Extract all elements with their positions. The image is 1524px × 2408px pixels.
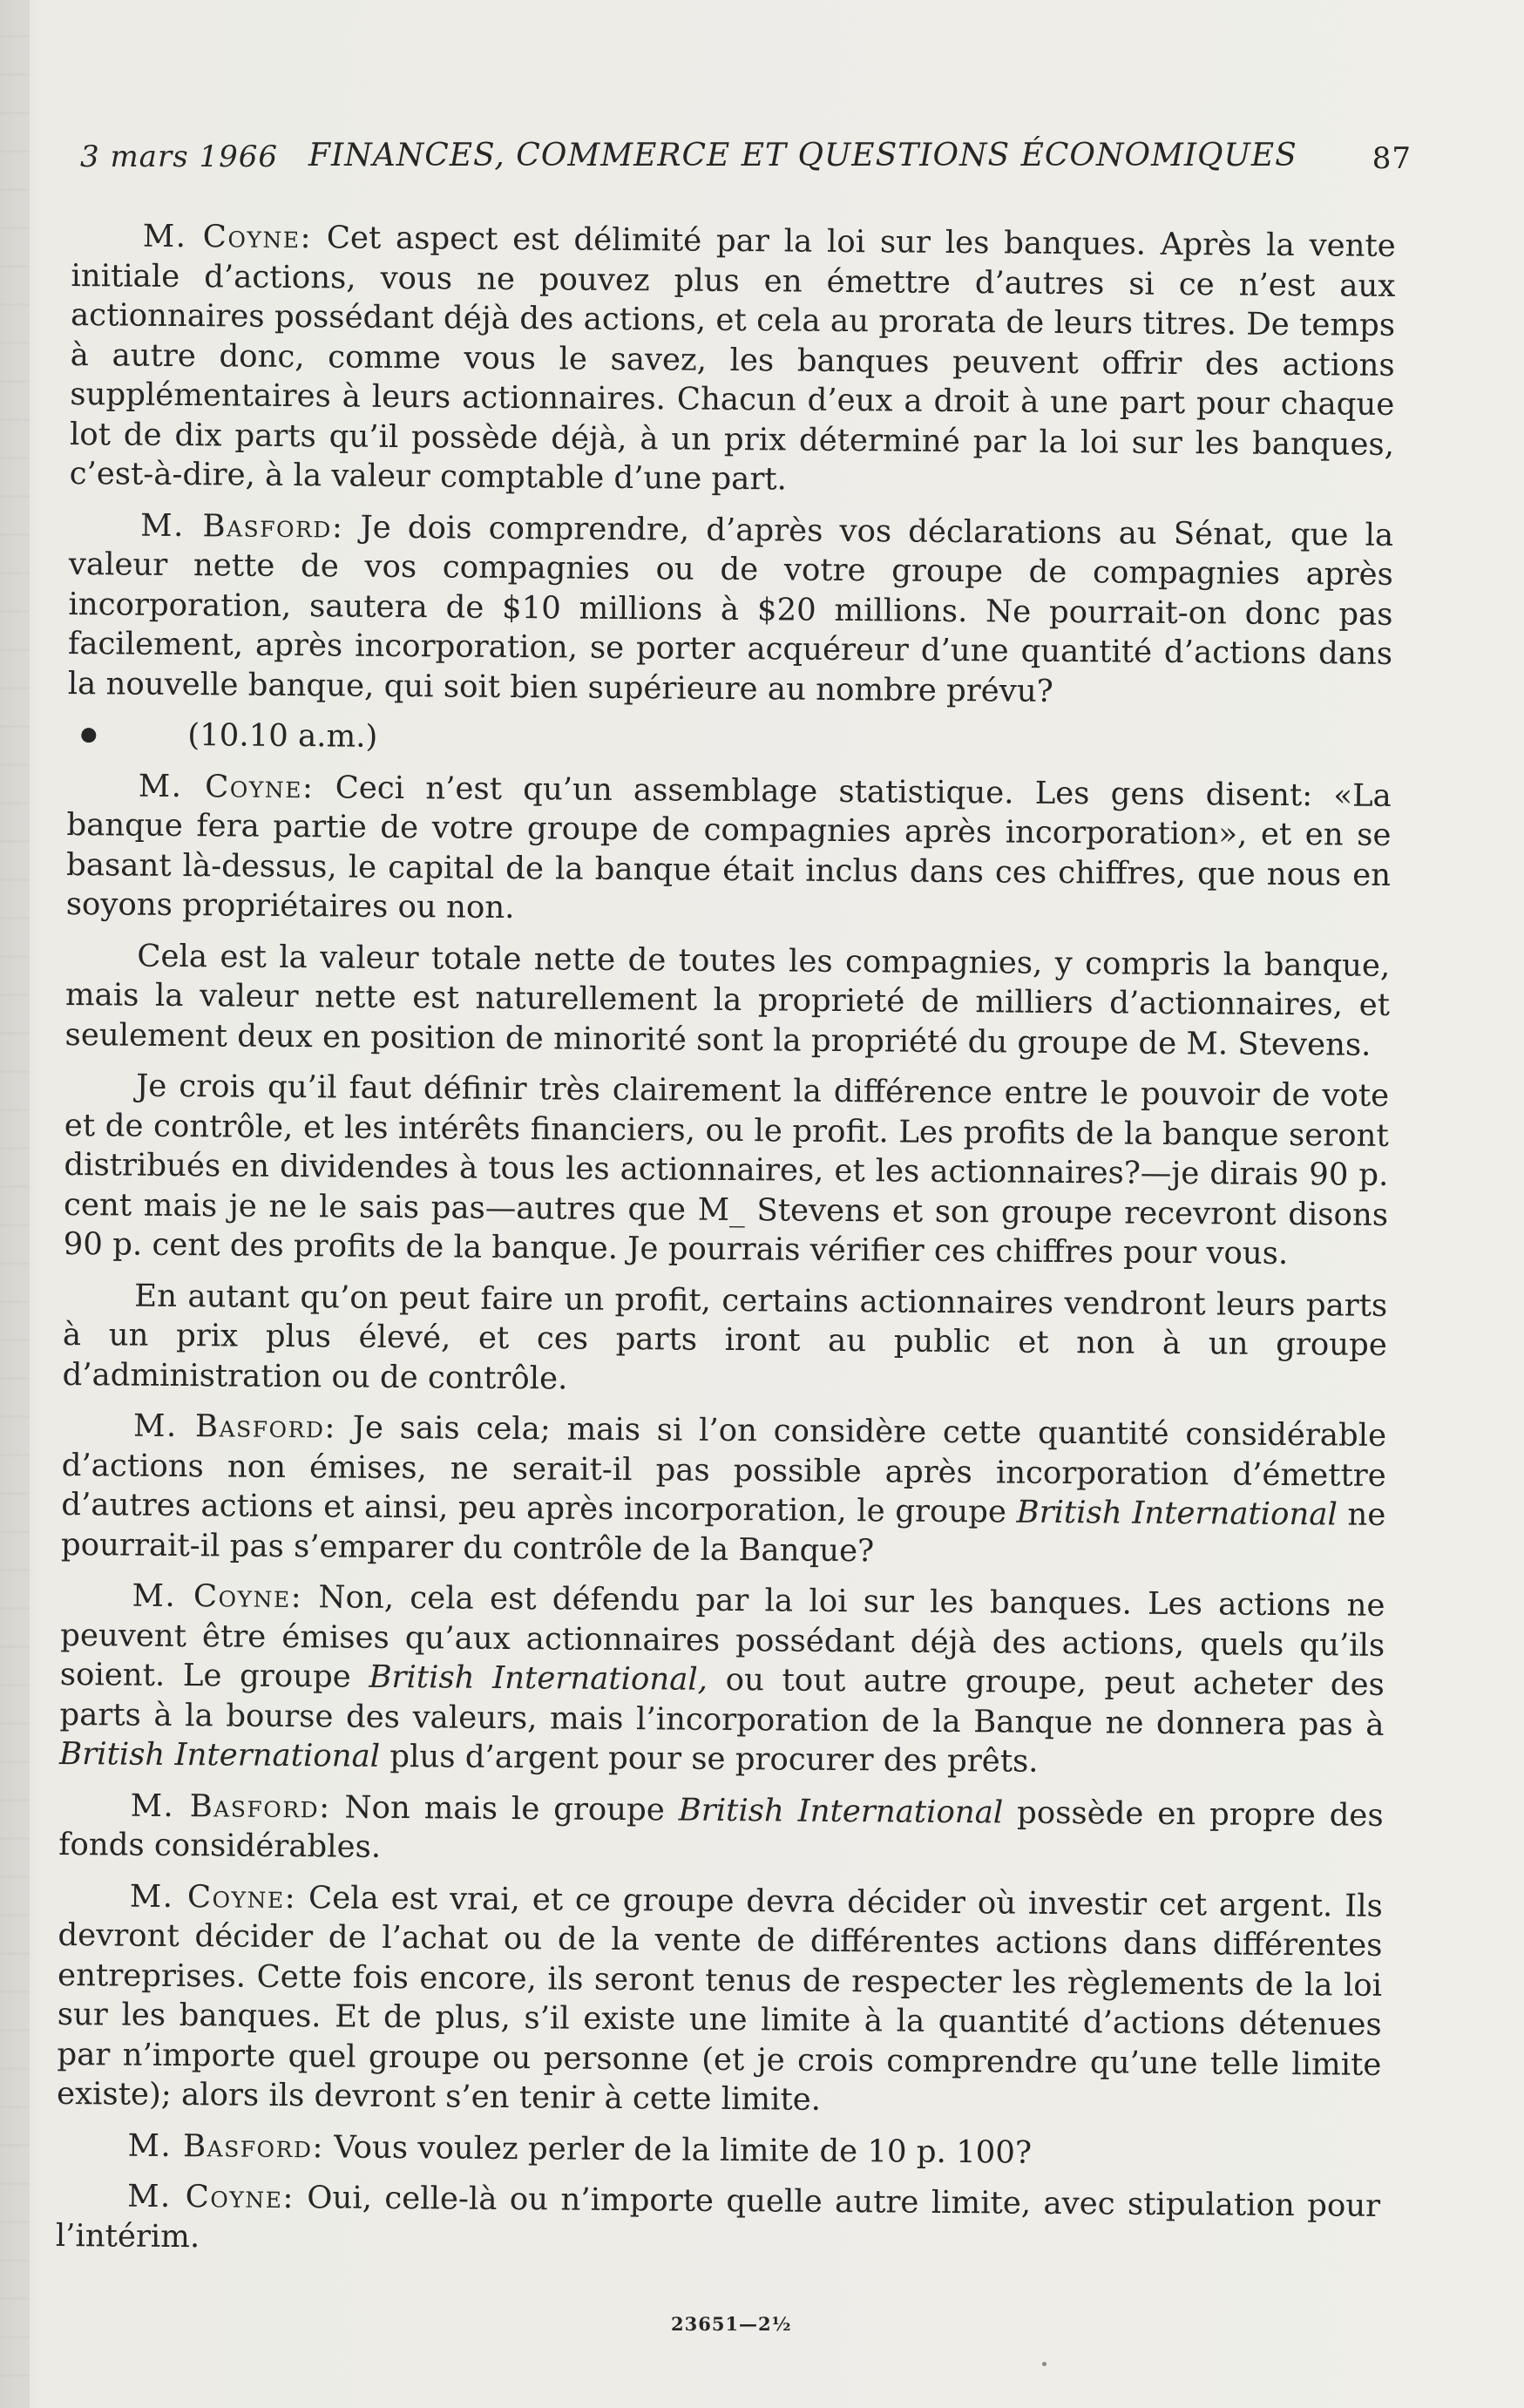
paragraph-text: Je crois qu’il faut définir très clairement la différence entre le pouvoir de vote et de contrôle, et les intérêts financiers, ou le profit. Les profits de la banque seront distribués en dividendes à tous les actionnaires, et les actionnaires?—je dirais 90 p. cent mais je ne le sais pas—autres que M_ Stevens et son groupe recevront disons 90 p. cent des profits de la banque. Je pourrais vérifier ces chiffres pour vous. (63, 1068, 1390, 1272)
speaker-label: M. Coyne: (142, 218, 313, 256)
paragraph-5 (64, 1066, 1390, 1274)
paragraph-text: Je dois comprendre, d’après vos déclarations au Sénat, que la valeur nette de vos compagnies ou de votre groupe de compagnies après incorporation, sautera de $10 millions à $20 millions. Ne pourrait-on donc pas facilement, après incorporation, se porter acquéreur d’une quantité d’actions dans la nouvelle banque, qui soit bien supérieure au nombre prévu? (67, 508, 1394, 709)
speaker-label: M. Coyne: (129, 1878, 297, 1916)
speaker-label: M. Coyne: (138, 768, 315, 805)
speaker-label: M. Basford: (130, 1787, 331, 1825)
paragraph-text: Cela est la valeur totale nette de toutes les compagnies, y compris la banque, mais la valeur nette est naturellement la proprieté de milliers d’actionnaires, et seulement deux en position de minorité sont la propriété du groupe de M. Stevens. (64, 938, 1391, 1063)
paragraph-text-after: ou tout autre groupe, peut acheter des parts à la bourse des valeurs, mais l’incorporation de la Banque ne donnera pas à (59, 1661, 1385, 1743)
paragraph-text: Ceci n’est qu’un assemblage statistique. Les gens disent: «La banque fera partie de votre groupe de compagnies après incorporation», et en se basant là-dessus, le capital de la banque était inclus dans ces chiffres, que nous en soyons propriétaires ou non. (65, 769, 1392, 926)
header-title: FINANCES, COMMERCE ET QUESTIONS ÉCONOMIQUES (308, 138, 1297, 173)
paragraph-3 (66, 765, 1392, 934)
binding-edge (0, 0, 30, 2408)
speaker-label: M. Coyne: (132, 1577, 303, 1616)
time-marker-text: (10.10 a.m.) (187, 717, 378, 755)
paragraph-12 (56, 2176, 1381, 2266)
page-number: 87 (1372, 141, 1412, 176)
paragraph-text: Non, cela est défendu par la loi sur les banques. Les actions ne peuvent être émises qu’aux actionnaires possédant déjà des actions, quels qu’ils soient. Le groupe (59, 1579, 1385, 1695)
speaker-label: M. Coyne: (126, 2178, 295, 2216)
paragraph-text: Cet aspect est délimité par la loi sur les banques. Après la vente initiale d’actions, vous ne pouvez plus en émettre d’autres si ce n’est aux actionnaires possédant déjà des actions, et cela au prorata de leurs titres. De temps à autre donc, comme vous le savez, les banques peuvent offrir des actions supplémentaires à leurs actionnaires. Chacun d’eux a droit à une part pour chaque lot de dix parts qu’il possède déjà, à un prix déterminé par la loi sur les banques, c’est-à-dire, à la valeur comptable d’une part. (69, 220, 1396, 498)
body-text (56, 216, 1396, 2277)
paragraph-2 (68, 505, 1394, 713)
speaker-label: M. Basford: (132, 1407, 337, 1446)
italic-term: British International (678, 1792, 1004, 1830)
paragraph-10 (57, 1876, 1383, 2124)
bullet-icon (81, 728, 96, 743)
paragraph-6 (62, 1275, 1387, 1404)
paragraph-9 (58, 1785, 1384, 1875)
paragraph-1 (69, 216, 1395, 504)
paragraph-text: Oui, celle-là ou n’importe quelle autre limite, avec stipulation pour l’intérim. (55, 2180, 1381, 2255)
paragraph-7 (61, 1406, 1386, 1575)
paragraph-text-after: possède en propre des fonds considérables. (58, 1794, 1384, 1865)
paragraph-11 (56, 2125, 1380, 2174)
paragraph-text-after: ne pourrait-il pas s’emparer du contrôle de la Banque? (60, 1496, 1386, 1569)
paragraph-4 (64, 935, 1390, 1064)
paragraph-text: Vous voulez perler de la limite de 10 p. 100? (323, 2128, 1033, 2171)
header-date: 3 mars 1966 (80, 139, 278, 174)
paragraph-text-after-2: plus d’argent pour se procurer des prêts. (379, 1738, 1039, 1780)
footer-code: 23651—2½ (671, 2313, 792, 2335)
italic-term-2: British International (58, 1735, 381, 1774)
speaker-label: M. Basford: (140, 507, 344, 545)
paragraph-text: En autant qu’on peut faire un profit, certains actionnaires vendront leurs parts à un prix plus élevé, et ces parts iront au public et non à un groupe d’administration ou de contrôle. (62, 1278, 1388, 1397)
paragraph-text: Je sais cela; mais si l’on considère cette quantité considérable d’actions non émises, ne serait-il pas possible après incorporation d’émettre d’autres actions et ainsi, peu après incorporation, le groupe (61, 1409, 1387, 1530)
italic-term: British International (1016, 1494, 1338, 1533)
running-head (80, 132, 1412, 185)
paragraph-8 (59, 1576, 1385, 1784)
speaker-label: M. Basford: (127, 2127, 325, 2165)
paragraph-text: Cela est vrai, et ce groupe devra décider où investir cet argent. Ils devront décider de l’achat ou de la vente de différentes actions dans différentes entreprises. Cette fois encore, ils seront tenus de respecter les règlements de la loi sur les banques. Et de plus, s’il existe une limite à la quantité d’actions détenues par n’importe quel groupe ou personne (et je crois comprendre qu’une telle limite existe); alors ils devront s’en tenir à cette limite. (56, 1879, 1383, 2118)
time-marker (67, 715, 1392, 764)
paragraph-text: Non mais le groupe (330, 1788, 679, 1828)
italic-term: British International, (369, 1658, 708, 1698)
paper-speck (1042, 2362, 1046, 2366)
